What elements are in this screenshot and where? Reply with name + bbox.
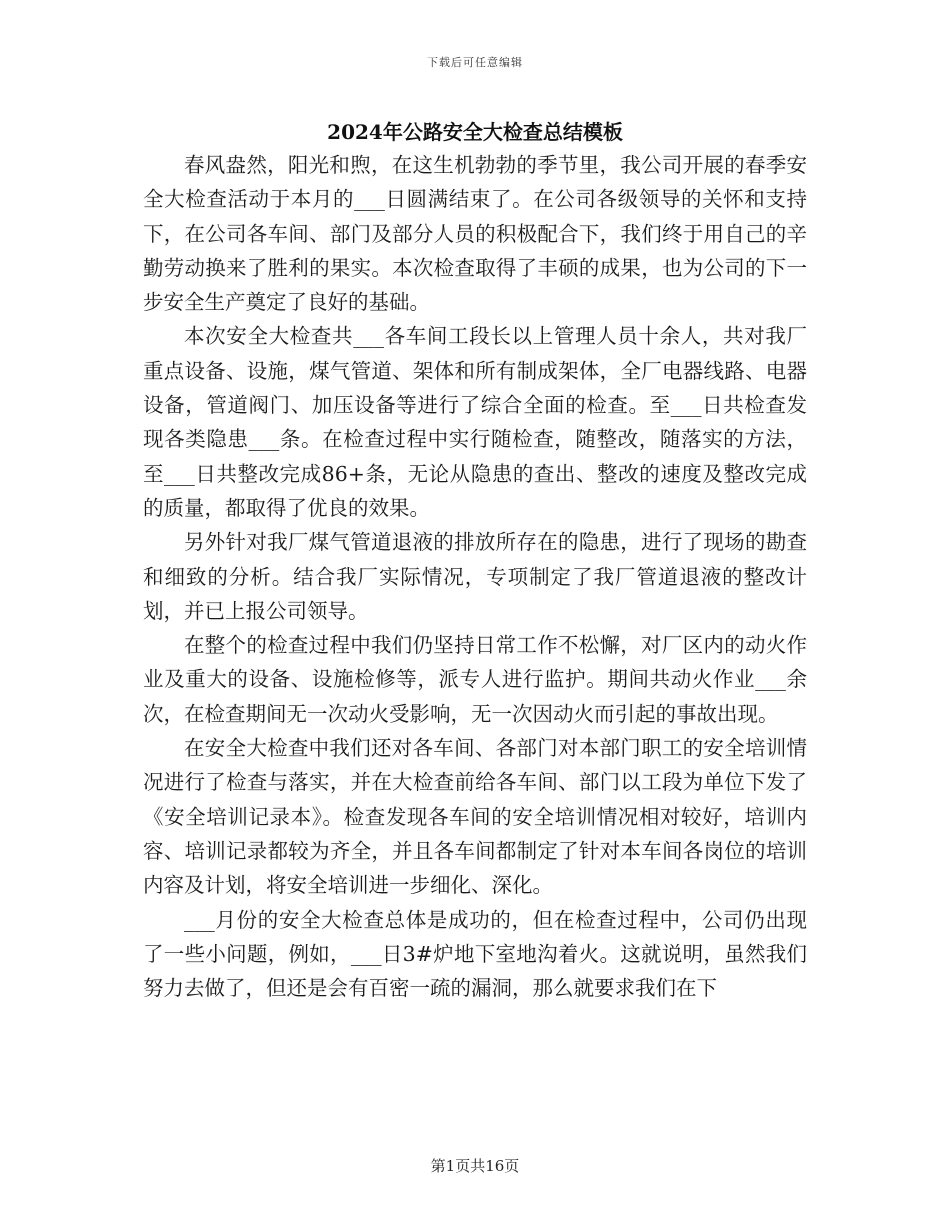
header-note: 下载后可任意编辑 [427, 56, 523, 69]
paragraph-2: 本次安全大检查共___各车间工段长以上管理人员十余人，共对我厂重点设备、设施，煤气管道、架体和所有制成架体，全厂电器线路、电器设备，管道阀门、加压设备等进行了综合全面的检查。至___日共检查发现各类隐患___条。在检查过程中实行随检查，随整改，随落实的方法，至___日共整改完成86+条，无论从隐患的查出、整改的速度及整改完成的质量，都取得了优良的效果。 [143, 324, 807, 520]
paragraph-5: 在安全大检查中我们还对各车间、各部门对本部门职工的安全培训情况进行了检查与落实，并在大检查前给各车间、部门以工段为单位下发了《安全培训记录本》。检查发现各车间的安全培训情况相对较好，培训内容、培训记录都较为齐全，并且各车间都制定了针对本车间各岗位的培训内容及计划，将安全培训进一步细化、深化。 [143, 736, 807, 898]
page-number-footer: 第1页共16页 [430, 1157, 520, 1175]
document-body [143, 148, 807, 1005]
paragraph-4: 在整个的检查过程中我们仍坚持日常工作不松懈，对厂区内的动火作业及重大的设备、设施检修等，派专人进行监护。期间共动火作业___余次，在检查期间无一次动火受影响，无一次因动火而引起的事故出现。 [143, 633, 807, 726]
paragraph-3: 另外针对我厂煤气管道退液的排放所存在的隐患，进行了现场的勘查和细致的分析。结合我厂实际情况，专项制定了我厂管道退液的整改计划，并已上报公司领导。 [143, 530, 807, 623]
paragraph-6: ___月份的安全大检查总体是成功的，但在检查过程中，公司仍出现了一些小问题，例如，___日3#炉地下室地沟着火。这就说明，虽然我们努力去做了，但还是会有百密一疏的漏洞，那么就要求我们在下 [143, 907, 807, 1001]
paragraph-1: 春风盎然，阳光和煦，在这生机勃勃的季节里，我公司开展的春季安全大检查活动于本月的___日圆满结束了。在公司各级领导的关怀和支持下，在公司各车间、部门及部分人员的积极配合下，我们终于用自己的辛勤劳动换来了胜利的果实。本次检查取得了丰硕的成果，也为公司的下一步安全生产奠定了良好的基础。 [143, 153, 807, 315]
document-title: 2024年公路安全大检查总结模板 [327, 120, 623, 144]
